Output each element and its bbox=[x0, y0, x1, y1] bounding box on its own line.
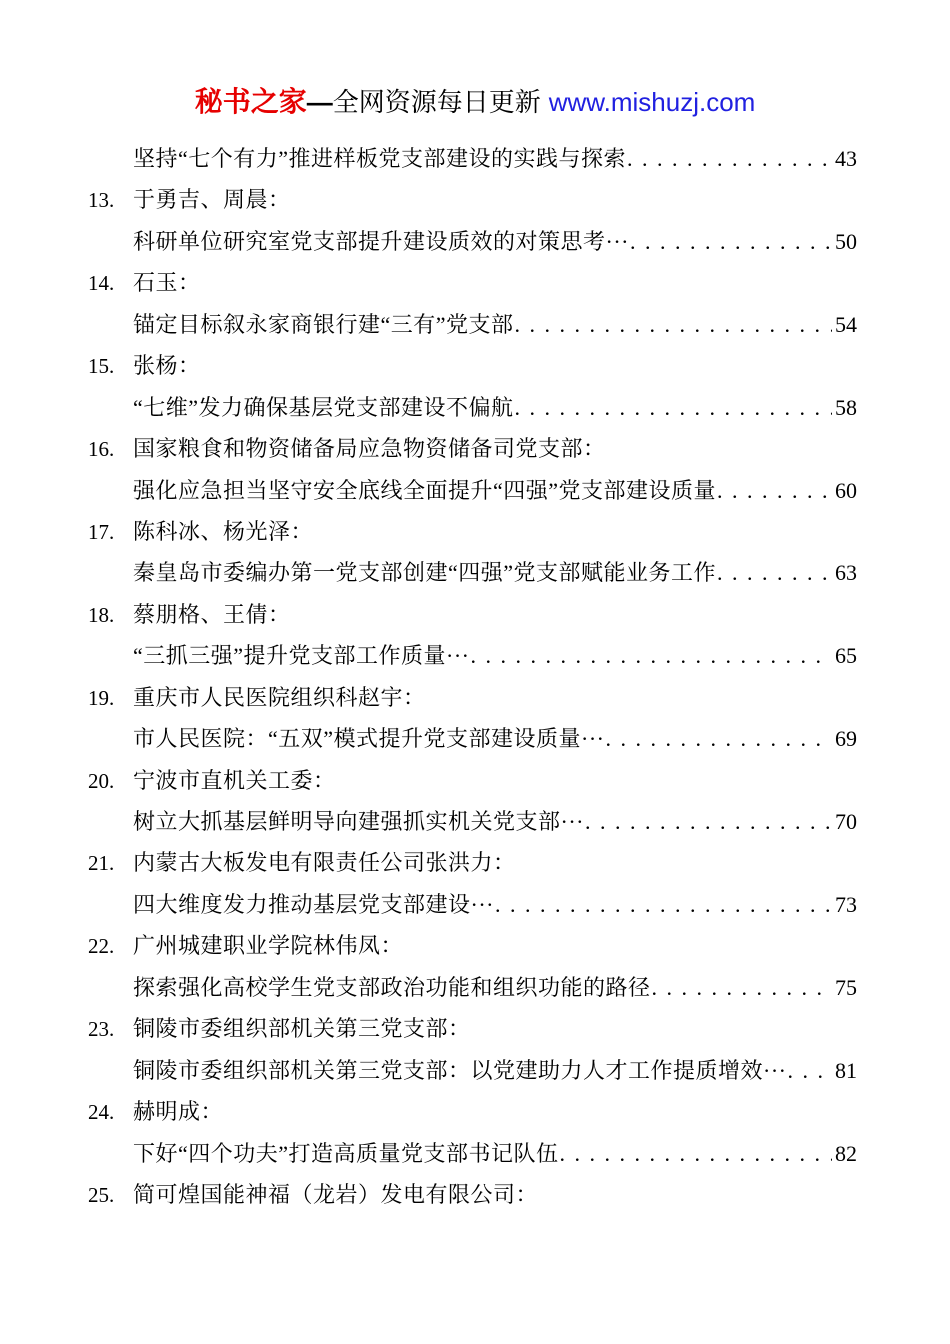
toc-title-row bbox=[88, 1050, 857, 1091]
toc-entry-title: 科研单位研究室党支部提升建设质效的对策思考··· bbox=[133, 228, 629, 254]
page-number: 69 bbox=[835, 726, 857, 752]
toc-entry-author: 于勇吉、周晨： bbox=[133, 187, 291, 213]
toc-heading-row bbox=[88, 925, 857, 966]
page-number: 43 bbox=[835, 146, 857, 171]
toc-title-row bbox=[88, 718, 857, 759]
dot-leader bbox=[560, 1133, 832, 1174]
toc-entry-title: 坚持“七个有力”推进样板党支部建设的实践与探索 bbox=[133, 146, 627, 171]
toc-title-row bbox=[88, 801, 857, 842]
toc-title-row bbox=[88, 221, 857, 262]
toc-entry-author: 宁波市直机关工委： bbox=[133, 767, 336, 793]
toc-heading-row bbox=[88, 179, 857, 220]
table-of-contents bbox=[88, 138, 857, 1215]
toc-entry-title: 树立大抓基层鲜明导向建强抓实机关党支部··· bbox=[133, 809, 584, 834]
page-header bbox=[0, 84, 950, 120]
page-number: 73 bbox=[835, 891, 857, 917]
toc-entry-author: 赫明成： bbox=[133, 1099, 224, 1125]
toc-entry-number: 23. bbox=[88, 1017, 115, 1042]
dot-leader bbox=[717, 470, 832, 511]
toc-title-row bbox=[88, 967, 857, 1008]
toc-title-row bbox=[88, 884, 857, 925]
toc-title-row bbox=[88, 1133, 857, 1174]
toc-heading-row bbox=[88, 760, 857, 801]
site-url-link[interactable]: www.mishuzj.com bbox=[548, 87, 756, 117]
toc-entry-number: 15. bbox=[88, 354, 115, 379]
dot-leader bbox=[652, 967, 832, 1008]
toc-entry-title: 探索强化高校学生党支部政治功能和组织功能的路径 bbox=[133, 974, 651, 1000]
toc-heading-row bbox=[88, 677, 857, 718]
dot-leader bbox=[585, 801, 832, 842]
toc-entry-number: 24. bbox=[88, 1100, 115, 1125]
toc-entry-author: 陈科冰、杨光泽： bbox=[133, 518, 314, 544]
toc-title-row bbox=[88, 470, 857, 511]
toc-entry-author: 蔡朋格、王倩： bbox=[133, 601, 291, 627]
toc-entry-number: 19. bbox=[88, 685, 115, 710]
dot-leader bbox=[787, 1050, 832, 1091]
page-number: 75 bbox=[835, 974, 857, 1000]
toc-entry-title: 强化应急担当坚守安全底线全面提升“四强”党支部建设质量 bbox=[133, 477, 717, 503]
page-number: 63 bbox=[835, 560, 857, 586]
toc-heading-row bbox=[88, 511, 857, 552]
toc-title-row bbox=[88, 552, 857, 593]
toc-entry-author: 铜陵市委组织部机关第三党支部： bbox=[133, 1016, 471, 1042]
toc-entry-number: 22. bbox=[88, 934, 115, 959]
toc-heading-row bbox=[88, 1008, 857, 1049]
toc-entry-number: 16. bbox=[88, 437, 115, 462]
toc-entry-number: 14. bbox=[88, 271, 115, 296]
page-number: 70 bbox=[835, 809, 857, 834]
toc-entry-author: 张杨： bbox=[133, 353, 201, 379]
dot-leader bbox=[630, 221, 832, 262]
toc-entry-title: “七维”发力确保基层党支部建设不偏航 bbox=[133, 394, 514, 420]
page-number: 82 bbox=[835, 1140, 857, 1166]
toc-entry-author: 广州城建职业学院林伟凤： bbox=[133, 933, 404, 959]
toc-heading-row bbox=[88, 842, 857, 883]
toc-entry-number: 20. bbox=[88, 768, 115, 793]
page-number: 81 bbox=[835, 1057, 857, 1083]
toc-title-row bbox=[88, 304, 857, 345]
toc-entry-title: 下好“四个功夫”打造高质量党支部书记队伍 bbox=[133, 1140, 559, 1166]
site-brand: 秘书之家 bbox=[194, 86, 307, 117]
dot-leader bbox=[627, 138, 832, 179]
page-number: 65 bbox=[835, 643, 857, 669]
toc-entry-title: “三抓三强”提升党支部工作质量··· bbox=[133, 643, 470, 669]
header-dash: — bbox=[306, 87, 333, 117]
dot-leader bbox=[495, 884, 832, 925]
toc-entry-title: 铜陵市委组织部机关第三党支部：以党建助力人才工作提质增效··· bbox=[133, 1057, 787, 1083]
toc-entry-author: 重庆市人民医院组织科赵宇： bbox=[133, 684, 426, 710]
dot-leader bbox=[471, 635, 832, 676]
toc-title-row bbox=[88, 635, 857, 676]
toc-entry-number: 21. bbox=[88, 851, 115, 876]
page-number: 60 bbox=[835, 477, 857, 503]
dot-leader bbox=[515, 304, 832, 345]
page-number: 58 bbox=[835, 394, 857, 420]
toc-entry-author: 简可煌国能神福（龙岩）发电有限公司： bbox=[133, 1181, 539, 1207]
toc-heading-row bbox=[88, 1174, 857, 1215]
toc-heading-row bbox=[88, 1091, 857, 1132]
toc-entry-title: 锚定目标叙永家商银行建“三有”党支部 bbox=[133, 311, 514, 337]
toc-entry-title: 四大维度发力推动基层党支部建设··· bbox=[133, 891, 494, 917]
toc-entry-number: 17. bbox=[88, 519, 115, 544]
toc-entry-author: 国家粮食和物资储备局应急物资储备司党支部： bbox=[133, 436, 606, 462]
page-number: 50 bbox=[835, 228, 857, 254]
dot-leader bbox=[717, 552, 832, 593]
toc-heading-row bbox=[88, 345, 857, 386]
toc-entry-author: 石玉： bbox=[133, 270, 201, 296]
toc-heading-row bbox=[88, 594, 857, 635]
page-number: 54 bbox=[835, 311, 857, 337]
toc-heading-row bbox=[88, 262, 857, 303]
dot-leader bbox=[606, 718, 832, 759]
toc-entry-title: 市人民医院：“五双”模式提升党支部建设质量··· bbox=[133, 726, 605, 752]
toc-title-row bbox=[88, 138, 857, 179]
toc-entry-number: 13. bbox=[88, 188, 115, 213]
toc-entry-author: 内蒙古大板发电有限责任公司张洪力： bbox=[133, 850, 516, 876]
toc-heading-row bbox=[88, 428, 857, 469]
toc-title-row bbox=[88, 387, 857, 428]
toc-entry-number: 18. bbox=[88, 602, 115, 627]
toc-entry-number: 25. bbox=[88, 1182, 115, 1207]
dot-leader bbox=[515, 387, 832, 428]
header-tagline: 全网资源每日更新 bbox=[332, 87, 541, 117]
toc-entry-title: 秦皇岛市委编办第一党支部创建“四强”党支部赋能业务工作 bbox=[133, 560, 717, 586]
